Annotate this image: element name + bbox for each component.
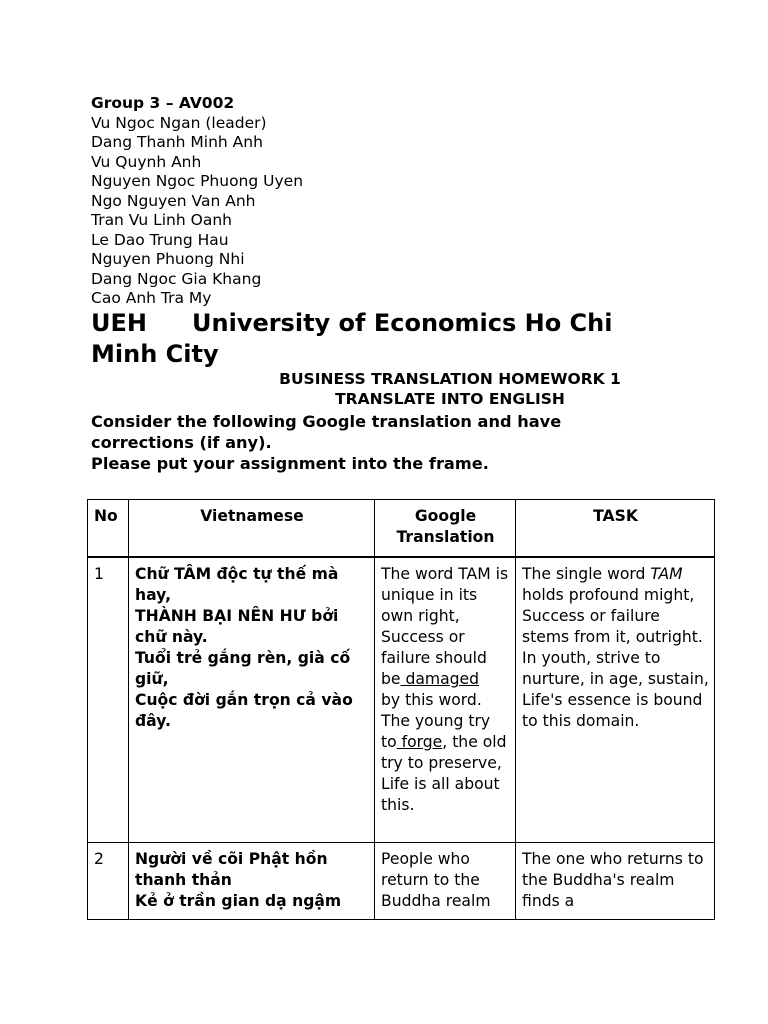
task-line: Success or failure stems from it, outright.	[522, 607, 703, 646]
university-title	[91, 308, 711, 370]
google-line: The word TAM is unique in its own right,	[381, 565, 509, 625]
university-name-line1: University of Economics Ho Chi	[192, 309, 613, 337]
task-line: Life's essence is bound to this domain.	[522, 691, 703, 730]
google-line	[381, 627, 510, 690]
cell-clip: The one who returns to the Buddha's realm finds a	[522, 850, 704, 910]
member-name: Ngo Nguyen Van Anh	[91, 191, 256, 210]
cell-no: 1	[88, 557, 129, 843]
vietnamese-line: Chữ TÂM độc tự thế mà hay,	[135, 565, 339, 604]
underlined-word: forge	[396, 733, 443, 751]
italic-word: TAM	[650, 565, 683, 583]
homework-title: BUSINESS TRANSLATION HOMEWORK 1	[279, 370, 621, 388]
group-title: Group 3 – AV002	[91, 94, 235, 112]
task-line	[522, 564, 709, 606]
google-line	[381, 711, 510, 774]
cell-clip	[135, 849, 369, 913]
vietnamese-line: THÀNH BẠI NÊN HƯ bởi chữ này.	[135, 607, 339, 646]
header-vietnamese: Vietnamese	[129, 500, 375, 558]
university-name-line2: Minh City	[91, 340, 219, 368]
cell-vietnamese	[129, 843, 375, 920]
cell-no	[88, 843, 129, 920]
member-name: Nguyen Ngoc Phuong Uyen	[91, 172, 304, 190]
member-name: Dang Thanh Minh Anh	[91, 133, 263, 151]
vietnamese-line: Kẻ ở trần gian dạ ngậm	[135, 892, 342, 910]
cell-clip: People who return to the Buddha realm	[381, 850, 491, 910]
homework-subtitle: TRANSLATE INTO ENGLISH	[335, 390, 565, 408]
google-text: Success or failure should be	[381, 628, 487, 688]
header-task: TASK	[516, 500, 715, 558]
google-text: The young try to	[381, 712, 491, 751]
member-name: Vu Quynh Anh	[91, 152, 202, 171]
cell-clip: 2	[94, 850, 104, 868]
cell-google-translation	[375, 557, 516, 843]
underlined-word: damaged	[400, 670, 480, 688]
member-name: Cao Anh Tra My	[91, 289, 212, 307]
instruction-line: Consider the following Google translation and have	[91, 412, 562, 431]
homework-heading	[91, 369, 768, 409]
header-no: No	[88, 500, 129, 558]
header-google-translation: Google Translation	[375, 500, 516, 558]
cell-vietnamese	[129, 557, 375, 843]
google-line: by this word.	[381, 691, 482, 709]
table-row	[88, 557, 715, 843]
group-info	[91, 94, 303, 309]
instruction-line: corrections (if any).	[91, 433, 272, 452]
cell-google-translation	[375, 843, 516, 920]
task-text: holds profound might,	[522, 586, 695, 604]
vietnamese-line: Tuổi trẻ gắng rèn, già cố giữ,	[135, 649, 351, 688]
task-text: The single word	[522, 565, 651, 583]
table-header-row	[88, 500, 715, 558]
member-name: Dang Ngoc Gia Khang	[91, 269, 262, 288]
member-name: Le Dao Trung Hau	[91, 230, 229, 249]
vietnamese-line: Người về cõi Phật hồn thanh thản	[135, 850, 328, 889]
task-line: In youth, strive to nurture, in age, sustain,	[522, 649, 709, 688]
member-name: Nguyen Phuong Nhi	[91, 250, 245, 268]
member-name: Vu Ngoc Ngan (leader)	[91, 113, 267, 132]
instructions	[91, 411, 711, 474]
table-row	[88, 843, 715, 920]
instruction-line: Please put your assignment into the frame.	[91, 454, 489, 473]
cell-task	[516, 557, 715, 843]
translation-table	[87, 499, 715, 920]
university-abbr: UEH	[91, 309, 147, 337]
google-line: Life is all about this.	[381, 775, 500, 814]
vietnamese-line: Cuộc đời gắn trọn cả vào đây.	[135, 691, 353, 730]
google-text: , the old try to preserve,	[381, 733, 507, 772]
member-name: Tran Vu Linh Oanh	[91, 211, 232, 229]
cell-task	[516, 843, 715, 920]
